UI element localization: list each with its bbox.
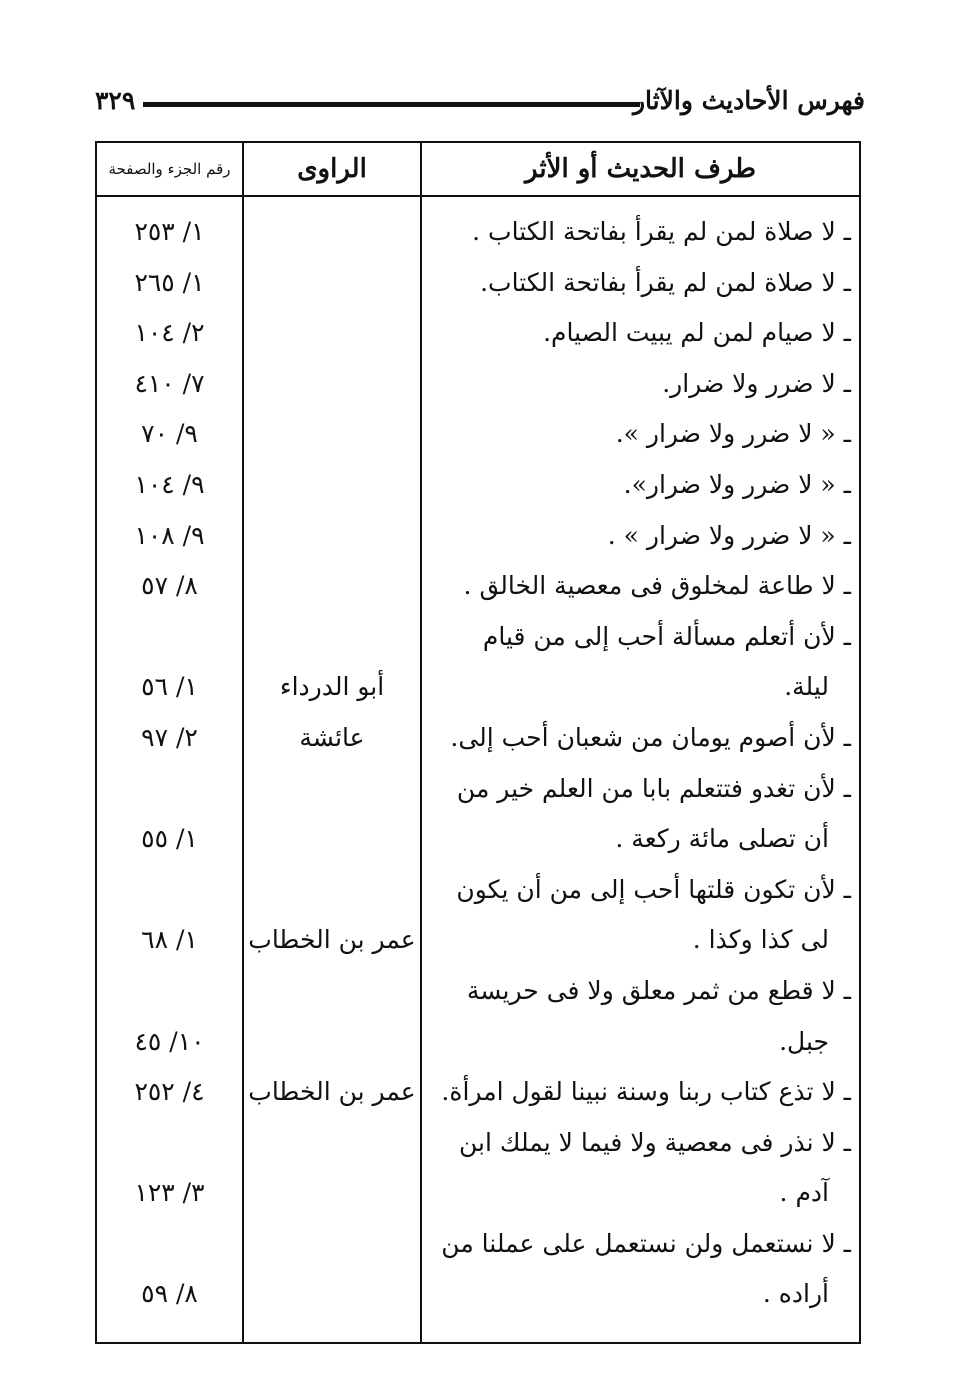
hadith-cell [421, 511, 860, 562]
hadith-cell [421, 1067, 860, 1118]
hadith-cell [421, 612, 860, 713]
narrator-text [244, 1269, 420, 1320]
narrator-cell [243, 713, 421, 764]
hadith-text-line: ـ لا تذع كتاب ربنا وسنة نبينا لقول امرأة. [441, 1077, 851, 1107]
hadith-cell [421, 561, 860, 612]
volume-page-ref-text: ٩/ ١٠٨ [134, 520, 205, 550]
hadith-text-line: ـ لا نذر فى معصية ولا فيما لا يملك ابن [459, 1127, 851, 1157]
volume-page-ref-cell [96, 1118, 243, 1219]
hadith-cell [421, 713, 860, 764]
narrator-cell [243, 1118, 421, 1219]
narrator-cell [243, 966, 421, 1067]
narrator-text: عمر بن الخطاب [248, 925, 416, 955]
hadith-text-line: ـ لأن أتعلم مسألة أحب إلى من قيام [482, 621, 851, 651]
volume-page-ref-cell [96, 966, 243, 1067]
volume-page-ref-spacer [97, 764, 242, 815]
volume-page-ref-cell [96, 713, 243, 764]
volume-page-ref-text: ٨/ ٥٩ [141, 1279, 198, 1309]
hadith-text-line: ـ لا نستعمل ولن نستعمل على عملنا من [441, 1228, 851, 1258]
narrator-text [244, 460, 420, 511]
table-row [96, 561, 860, 612]
narrator-cell [243, 511, 421, 562]
hadith-text-line: ـ لأن أصوم يومان من شعبان أحب إلى. [450, 722, 851, 752]
volume-page-ref-text: ٩/ ٧٠ [141, 419, 198, 449]
narrator-spacer [244, 764, 420, 815]
narrator-text: عمر بن الخطاب [248, 1077, 416, 1107]
hadith-cell [421, 258, 860, 309]
narrator-spacer [244, 612, 420, 663]
table-body [96, 196, 860, 1343]
narrator-cell [243, 764, 421, 865]
narrator-cell [243, 258, 421, 309]
hadith-text-line: ـ لا صيام لمن لم يبيت الصيام. [543, 318, 851, 348]
narrator-spacer [244, 1118, 420, 1169]
volume-page-ref-text: ٧/ ٤١٠ [134, 368, 205, 398]
column-header-reference: رقم الجزء والصفحة [96, 142, 243, 196]
narrator-cell [243, 359, 421, 410]
table-row [96, 966, 860, 1067]
volume-page-ref-spacer [97, 865, 242, 916]
narrator-text [244, 409, 420, 460]
table-row [96, 764, 860, 865]
volume-page-ref-text: ١/ ٢٥٣ [134, 217, 205, 246]
column-header-hadith: طرف الحديث أو الأثر [421, 142, 860, 196]
hadith-text-line: ـ لأن تكون قلتها أحب إلى من أن يكون [456, 874, 851, 904]
table-row [96, 359, 860, 410]
table-row [96, 409, 860, 460]
volume-page-ref-spacer [97, 1219, 242, 1270]
volume-page-ref-text: ٨/ ٥٧ [141, 571, 198, 601]
hadith-text-line: ـ لا قطع من ثمر معلق ولا فى حريسة [466, 975, 851, 1005]
hadith-text-line: ـ « لا ضرر ولا ضرار ». [615, 419, 851, 449]
narrator-cell [243, 460, 421, 511]
hadith-text-line: آدم . [779, 1178, 829, 1208]
hadith-cell [421, 460, 860, 511]
narrator-text [244, 258, 420, 309]
volume-page-ref-spacer [97, 1118, 242, 1169]
volume-page-ref-spacer [97, 612, 242, 663]
volume-page-ref-cell [96, 764, 243, 865]
page-number: ٣٢٩ [95, 86, 136, 115]
volume-page-ref-cell [96, 258, 243, 309]
volume-page-ref-text: ٤/ ٢٥٢ [134, 1077, 205, 1107]
hadith-text-line: ـ لا ضرر ولا ضرار. [662, 368, 851, 398]
volume-page-ref-text: ١/ ٥٥ [141, 824, 198, 854]
hadith-text-line: لى كذا وكذا . [692, 925, 829, 955]
volume-page-ref-text: ١/ ٢٦٥ [134, 267, 205, 297]
volume-page-ref-cell [96, 1219, 243, 1343]
narrator-text [244, 1168, 420, 1219]
hadith-cell [421, 1219, 860, 1343]
table-row [96, 1219, 860, 1343]
hadith-text-line: ليلة. [784, 672, 829, 702]
volume-page-ref-spacer [97, 966, 242, 1017]
hadith-cell [421, 409, 860, 460]
table-row [96, 511, 860, 562]
narrator-cell [243, 561, 421, 612]
narrator-cell [243, 196, 421, 258]
volume-page-ref-cell [96, 561, 243, 612]
hadith-text-line: ـ لأن تغدو فتتعلم بابا من العلم خير من [456, 773, 851, 803]
narrator-cell [243, 409, 421, 460]
volume-page-ref-cell [96, 1067, 243, 1118]
volume-page-ref-cell [96, 359, 243, 410]
hadith-index-table [95, 141, 861, 1344]
volume-page-ref-cell [96, 612, 243, 713]
header-rule [143, 102, 640, 107]
narrator-cell [243, 1067, 421, 1118]
volume-page-ref-text: ٢/ ٩٧ [141, 722, 198, 752]
volume-page-ref-text: ٢/ ١٠٤ [134, 318, 205, 348]
narrator-cell [243, 1219, 421, 1343]
narrator-cell [243, 612, 421, 713]
table-row [96, 865, 860, 966]
hadith-text-line: أن تصلى مائة ركعة . [615, 824, 829, 854]
hadith-cell [421, 1118, 860, 1219]
table-row [96, 308, 860, 359]
hadith-cell [421, 865, 860, 966]
narrator-spacer [244, 966, 420, 1017]
table-row [96, 460, 860, 511]
volume-page-ref-text: ١/ ٥٦ [141, 672, 198, 702]
volume-page-ref-text: ١٠/ ٤٥ [134, 1026, 205, 1056]
hadith-cell [421, 359, 860, 410]
hadith-text-line: ـ لا صلاة لمن لم يقرأ بفاتحة الكتاب . [472, 217, 851, 246]
narrator-text [244, 511, 420, 562]
page-title: فهرس الأحاديث والآثار [632, 86, 865, 115]
volume-page-ref-cell [96, 460, 243, 511]
volume-page-ref-cell [96, 511, 243, 562]
column-header-narrator: الراوى [243, 142, 421, 196]
table-row [96, 196, 860, 258]
volume-page-ref-text: ٣/ ١٢٣ [134, 1178, 205, 1208]
volume-page-ref-cell [96, 409, 243, 460]
narrator-text [244, 814, 420, 865]
hadith-cell [421, 196, 860, 258]
hadith-cell [421, 308, 860, 359]
hadith-text-line: ـ لا طاعة لمخلوق فى معصية الخالق . [463, 571, 851, 601]
narrator-text [244, 207, 420, 258]
volume-page-ref-cell [96, 308, 243, 359]
hadith-text-line: أراده . [762, 1279, 829, 1309]
narrator-text: عائشة [299, 722, 365, 752]
hadith-text-line: ـ « لا ضرر ولا ضرار » . [607, 520, 851, 550]
table-row [96, 612, 860, 713]
volume-page-ref-cell [96, 196, 243, 258]
narrator-text [244, 359, 420, 410]
table-row [96, 258, 860, 309]
volume-page-ref-cell [96, 865, 243, 966]
hadith-cell [421, 764, 860, 865]
hadith-text-line: جبل. [779, 1026, 829, 1056]
narrator-cell [243, 308, 421, 359]
narrator-spacer [244, 1219, 420, 1270]
narrator-text: أبو الدرداء [279, 672, 385, 702]
volume-page-ref-text: ٩/ ١٠٤ [134, 469, 205, 499]
table-row [96, 1067, 860, 1118]
hadith-text-line: ـ « لا ضرر ولا ضرار». [623, 469, 851, 499]
narrator-spacer [244, 865, 420, 916]
table-row [96, 713, 860, 764]
narrator-text [244, 308, 420, 359]
narrator-text [244, 561, 420, 612]
narrator-cell [243, 865, 421, 966]
narrator-text [244, 1017, 420, 1068]
table-row [96, 1118, 860, 1219]
table-header-row [96, 142, 860, 196]
volume-page-ref-text: ١/ ٦٨ [141, 925, 198, 955]
hadith-cell [421, 966, 860, 1067]
page-header [95, 82, 865, 126]
hadith-text-line: ـ لا صلاة لمن لم يقرأ بفاتحة الكتاب. [480, 267, 851, 297]
